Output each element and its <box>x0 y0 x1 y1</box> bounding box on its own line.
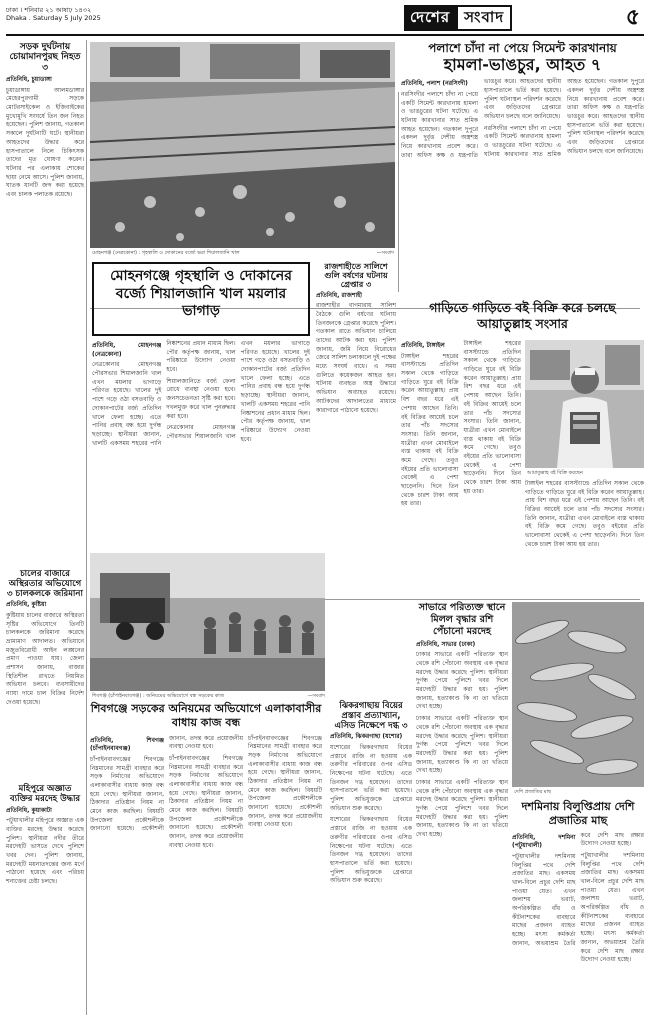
article-body <box>6 612 84 708</box>
canal-photo <box>90 42 395 248</box>
body-paragraph: টাঙ্গাইল শহরের বাসস্ট্যান্ডে প্রতিদিন সকাল থেকে গাড়িতে গাড়িতে ঘুরে বই বিক্রি করেন আয়াতুল্লাহ। প্রায় বিশ বছর ধরে এই পেশায় আছেন তিনি। বই বিক্রির আয়েই চলে তার পাঁচ সদস্যের সংসার। তিনি জানান, যাত্রীরা এখন মোবাইলে ব্যস্ত থাকায় বই বিক্রি কমে গেছে। তবুও বইয়ের প্রতি ভালোবাসা থেকেই এ পেশা ছাড়েননি। দিনে তিন থেকে চারশ টাকা আয় হয় তার। <box>401 352 459 508</box>
article-palash <box>401 42 644 294</box>
body-paragraph: নেত্রকোনার মোহনগঞ্জ পৌরসভার শিয়ালজানি খাল এখন ময়লার ভাগাড়ে পরিণত হয়েছে। খালের দুই পাশে গড়ে ওঠা বসতবাড়ি ও দোকানপাটের বর্জ্য প্রতিদিন খালে ফেলা হচ্ছে। এতে পানির প্রবাহ বন্ধ হয়ে দুর্গন্ধ ছড়াচ্ছে। স্থানীয়রা জানান, খালটি একসময় শহরের পানি নিষ্কাশনের প্রধান মাধ্যম ছিল। পৌর কর্তৃপক্ষ জানায়, খাল পরিষ্কারে উদ্যোগ নেওয়া হবে। <box>166 340 310 443</box>
headline: দশমিনায় বিলুপ্তিপ্রায় দেশি প্রজাতির মাছ <box>521 800 635 828</box>
article-books <box>401 340 521 598</box>
byline: প্রতিনিধি, ঝিকরগাছা (যশোর) <box>330 733 403 741</box>
byline: প্রতিনিধি, কুষ্টিয়া <box>6 601 47 609</box>
article-body <box>512 832 644 1002</box>
body-paragraph: ঢাকার সাভারে একটি পরিত্যক্ত স্থান থেকে রশি পেঁচানো অবস্থায় এক বৃদ্ধার মরদেহ উদ্ধার করেছে পুলিশ। স্থানীয়রা দুর্গন্ধ পেয়ে পুলিশে খবর দিলে মরদেহটি উদ্ধার করা হয়। পুলিশ জানায়, হত্যাকাণ্ড কি না তা খতিয়ে দেখা হচ্ছে। <box>416 651 508 711</box>
byline: প্রতিনিধি, রাজশাহী <box>316 291 363 299</box>
headline-line-2: হামলা-ভাঙচুর, আহত ৭ <box>443 54 602 74</box>
headline: মহিপুরে অজ্ঞাত ব্যক্তির মরদেহ উদ্ধার <box>9 784 81 804</box>
article-body <box>90 735 322 1003</box>
body-paragraph: পটুয়াখালীর দশমিনায় বিলুপ্তির পথে দেশি প্রজাতির মাছ। একসময় খাল-বিলে প্রচুর দেশি মাছ পাওয়া যেত। এখন জলাশয় ভরাট, অপরিকল্পিত বাঁধ ও কীটনাশকের ব্যবহারে মাছের প্রজনন ব্যাহত হচ্ছে। মৎস্য কর্মকর্তা জানান, অভয়াশ্রম তৈরি করে দেশি মাছ রক্ষার উদ্যোগ নেওয়া হচ্ছে। <box>580 851 644 964</box>
article-body <box>6 87 84 200</box>
body-paragraph: নেত্রকোনার মোহনগঞ্জ পৌরসভার শিয়ালজানি খাল এখন ময়লার ভাগাড়ে পরিণত হয়েছে। খালের দুই পাশে গড়ে ওঠা বসতবাড়ি ও দোকানপাটের বর্জ্য প্রতিদিন খালে ফেলা হচ্ছে। এতে পানির প্রবাহ বন্ধ হয়ে দুর্গন্ধ ছড়াচ্ছে। স্থানীয়রা জানান, খালটি একসময় শহরের পানি নিষ্কাশনের প্রধান মাধ্যম ছিল। পৌর কর্তৃপক্ষ জানায়, খাল পরিষ্কারে উদ্যোগ নেওয়া হবে। <box>92 340 236 447</box>
body-paragraph: টাঙ্গাইল শহরের বাসস্ট্যান্ডে প্রতিদিন সকাল থেকে গাড়িতে গাড়িতে ঘুরে বই বিক্রি করেন আয়াতুল্লাহ। প্রায় বিশ বছর ধরে এই পেশায় আছেন তিনি। বই বিক্রির আয়েই চলে তার পাঁচ সদস্যের সংসার। তিনি জানান, যাত্রীরা এখন মোবাইলে ব্যস্ত থাকায় বই বিক্রি কমে গেছে। তবুও বইয়ের প্রতি ভালোবাসা থেকেই এ পেশা ছাড়েননি। দিনে তিন থেকে চারশ টাকা আয় হয় তার। <box>525 480 644 548</box>
body-paragraph: পটুয়াখালীর মহিপুরে অজ্ঞাত এক ব্যক্তির মরদেহ উদ্ধার করেছে পুলিশ। স্থানীয়রা নদীর তীরে মরদেহটি ভাসতে দেখে পুলিশে খবর দেন। পুলিশ জানায়, মরদেহটি ময়নাতদন্তের জন্য মর্গে পাঠানো হয়েছে এবং পরিচয় শনাক্তের চেষ্টা চলছে। <box>6 817 84 886</box>
article-fish <box>512 800 644 1013</box>
article-rajshahi <box>316 262 396 547</box>
headline-line-1: পলাশে চাঁদা না পেয়ে সিমেন্ট কারখানায় <box>428 41 617 55</box>
article-savar <box>416 602 508 1013</box>
canal-photo-credit: —সংবাদ <box>376 250 394 256</box>
body-paragraph: যশোরের ঝিকরগাছায় বিয়ের প্রস্তাবে রাজি না হওয়ায় এক তরুণীর পরিবারের ওপর এসিড নিক্ষেপের ঘটনা ঘটেছে। এতে তিনজন দগ্ধ হয়েছেন। তাদের হাসপাতালে ভর্তি করা হয়েছে। পুলিশ অভিযুক্তকে গ্রেপ্তারে অভিযান শুরু করেছে। <box>330 743 412 812</box>
article-body <box>525 480 644 550</box>
road-photo-credit: —সংবাদ <box>307 693 325 699</box>
road-photo-caption: শিবগঞ্জ (চাঁপাইনবাবগঞ্জ) : অনিয়মের অভিযোগে বন্ধ সড়কের কাজ <box>92 693 225 699</box>
byline: প্রতিনিধি, কুয়াকাটা <box>6 806 52 814</box>
column-rule <box>86 40 87 1015</box>
date-bangla: ঢাকা । শনিবার ২১ আষাঢ় ১৪৩২ <box>6 6 92 14</box>
article-rice-market <box>6 569 84 706</box>
body-paragraph: ঢাকার সাভারে একটি পরিত্যক্ত স্থান থেকে রশি পেঁচানো অবস্থায় এক বৃদ্ধার মরদেহ উদ্ধার করেছে পুলিশ। স্থানীয়রা দুর্গন্ধ পেয়ে পুলিশে খবর দিলে মরদেহটি উদ্ধার করা হয়। পুলিশ জানায়, হত্যাকাণ্ড কি না তা খতিয়ে দেখা হচ্ছে। <box>416 715 508 775</box>
article-unidentified-body <box>6 785 84 1013</box>
body-paragraph: চাঁপাইনবাবগঞ্জের শিবগঞ্জে নিম্নমানের সামগ্রী ব্যবহার করে সড়ক নির্মাণের অভিযোগে এলাকাবাসীর বাধায় কাজ বন্ধ হয়ে গেছে। স্থানীয়রা জানান, ঠিকাদার প্রতিষ্ঠান নিয়ম না মেনে কাজ করছিল। বিষয়টি উপজেলা প্রকৌশলীকে জানানো হয়েছে। প্রকৌশলী জানান, তদন্ত করে প্রয়োজনীয় ব্যবস্থা নেওয়া হবে। <box>90 734 243 833</box>
section-logo <box>404 4 584 32</box>
fish-photo <box>512 602 644 787</box>
article-shibganj <box>90 702 322 1013</box>
byline: প্রতিনিধি, টাঙ্গাইল <box>401 342 445 349</box>
canal-photo-caption: মোহনগঞ্জ (নেত্রকোনা) : গৃহস্থালি ও দোকানের বর্জ্যে ভরা শিয়ালজানি খাল <box>92 250 240 256</box>
article-body <box>416 651 508 839</box>
article-body <box>401 340 521 598</box>
body-paragraph: চাঁপাইনবাবগঞ্জের শিবগঞ্জে নিম্নমানের সামগ্রী ব্যবহার করে সড়ক নির্মাণের অভিযোগে এলাকাবাসীর বাধায় কাজ বন্ধ হয়ে গেছে। স্থানীয়রা জানান, ঠিকাদার প্রতিষ্ঠান নিয়ম না মেনে কাজ করছিল। বিষয়টি উপজেলা প্রকৌশলীকে জানানো হয়েছে। প্রকৌশলী জানান, তদন্ত করে প্রয়োজনীয় ব্যবস্থা নেওয়া হবে। <box>169 754 243 849</box>
headline: শিবগঞ্জে সড়কের অনিয়মের অভিযোগে এলাকাবাসীর বাধায় কাজ বন্ধ <box>90 702 322 730</box>
body-paragraph: চাঁপাইনবাবগঞ্জের শিবগঞ্জে নিম্নমানের সামগ্রী ব্যবহার করে সড়ক নির্মাণের অভিযোগে এলাকাবাসীর বাধায় কাজ বন্ধ হয়ে গেছে। স্থানীয়রা জানান, ঠিকাদার প্রতিষ্ঠান নিয়ম না মেনে কাজ করছিল। বিষয়টি উপজেলা প্রকৌশলীকে জানানো হয়েছে। প্রকৌশলী জানান, তদন্ত করে প্রয়োজনীয় ব্যবস্থা নেওয়া হবে। <box>248 734 322 829</box>
page-number: ৫ <box>625 4 640 30</box>
body-paragraph: পটুয়াখালীর দশমিনায় বিলুপ্তির পথে দেশি প্রজাতির মাছ। একসময় খাল-বিলে প্রচুর দেশি মাছ পাওয়া যেত। এখন জলাশয় ভরাট, অপরিকল্পিত বাঁধ ও কীটনাশকের ব্যবহারে মাছের প্রজনন ব্যাহত হচ্ছে। মৎস্য কর্মকর্তা জানান, অভয়াশ্রম তৈরি করে দেশি মাছ রক্ষার উদ্যোগ নেওয়া হচ্ছে। <box>512 831 644 947</box>
article-books-continued <box>525 480 644 598</box>
byline: প্রতিনিধি, পলাশ (নরসিংদী) <box>401 80 468 88</box>
byline: প্রতিনিধি, দশমিনা (পটুয়াখালী) <box>512 833 576 850</box>
headline: চালের বাজারে অস্থিরতার অভিযোগে ৩ চালকলকে জরিমানা <box>7 569 83 599</box>
mohanganj-headline-box <box>92 262 310 336</box>
body-paragraph: টাঙ্গাইল শহরের বাসস্ট্যান্ডে প্রতিদিন সকাল থেকে গাড়িতে গাড়িতে ঘুরে বই বিক্রি করেন আয়াতুল্লাহ। প্রায় বিশ বছর ধরে এই পেশায় আছেন তিনি। বই বিক্রির আয়েই চলে তার পাঁচ সদস্যের সংসার। তিনি জানান, যাত্রীরা এখন মোবাইলে ব্যস্ত থাকায় বই বিক্রি কমে গেছে। তবুও বইয়ের প্রতি ভালোবাসা থেকেই এ পেশা ছাড়েননি। দিনে তিন থেকে চারশ টাকা আয় হয় তার। <box>463 340 521 495</box>
masthead <box>6 4 644 36</box>
date-english: Dhaka . Saturday 5 July 2025 <box>6 14 101 23</box>
headline: সড়ক দুর্ঘটনায় চোয়ামানপুরছ নিহত ৩ <box>9 42 81 73</box>
headline: মোহনগঞ্জে গৃহস্থালি ও দোকানের বর্জ্যে শিয়ালজানি খাল ময়লার ভাগাড় <box>110 268 292 319</box>
headline: রাজশাহীতে সালিশে গুলি বর্ষণের ঘটনায় গ্রেপ্তার ৩ <box>324 262 388 290</box>
section-logo-part-a: দেশের <box>404 5 456 31</box>
body-paragraph: রাজশাহীর বাগমারায় সালিশ বৈঠকে গুলি বর্ষণের ঘটনায় তিনজনকে গ্রেপ্তার করেছে পুলিশ। গতকাল রাতে অভিযান চালিয়ে তাদের আটক করা হয়। পুলিশ জানায়, জমি নিয়ে বিরোধের জেরে সালিশ চলাকালে দুই পক্ষের মধ্যে সংঘর্ষ বাধে। এ সময় গুলিতে কয়েকজন আহত হন। ঘটনায় ব্যবহৃত অস্ত্র উদ্ধারে অভিযান অব্যাহত রয়েছে। আটকদের আদালতের মাধ্যমে কারাগারে পাঠানো হয়েছে। <box>316 302 396 414</box>
byline: প্রতিনিধি, সাভার (ঢাকা) <box>416 640 476 648</box>
article-body <box>316 302 396 415</box>
dateline <box>6 6 101 23</box>
road-construction-photo <box>90 553 325 691</box>
section-logo-part-b: সংবাদ <box>456 5 512 31</box>
article-body <box>6 817 84 887</box>
article-body <box>92 340 310 548</box>
column-rule <box>398 92 399 292</box>
headline: গাড়িতে গাড়িতে বই বিক্রি করে চলছে আয়াতুল্লাহ সংসার <box>429 300 616 332</box>
body-paragraph: চুয়াডাঙ্গায় আলমডাঙ্গার মেহেরপুরগামী সড়কে মোটরসাইকেল ও ইজিবাইকের মুখোমুখি সংঘর্ষে তিন জন নিহত হয়েছেন। পুলিশ জানায়, গতকাল সকালে দুর্ঘটনাটি ঘটে। স্থানীয়রা আহতদের উদ্ধার করে হাসপাতালে নিলে চিকিৎসক তাদের মৃত ঘোষণা করেন। ঘটনার পর এলাকায় শোকের ছায়া নেমে আসে। পুলিশ জানায়, ঘাতক যানটি জব্দ করা হয়েছে এবং চালক পলাতক রয়েছে। <box>6 86 84 198</box>
books-headline-block <box>401 300 644 336</box>
article-mohanganj <box>92 340 310 548</box>
headline: ঝিকরগাছায় বিয়ের প্রস্তাব প্রত্যাখ্যান, এসিড নিক্ষেপে দগ্ধ ৩ <box>334 701 408 731</box>
body-paragraph: যশোরের ঝিকরগাছায় বিয়ের প্রস্তাবে রাজি না হওয়ায় এক তরুণীর পরিবারের ওপর এসিড নিক্ষেপের ঘটনা ঘটেছে। এতে তিনজন দগ্ধ হয়েছেন। তাদের হাসপাতালে ভর্তি করা হয়েছে। পুলিশ অভিযুক্তকে গ্রেপ্তারে অভিযান শুরু করেছে। <box>330 816 412 885</box>
byline: প্রতিনিধি, মোহনগঞ্জ (নেত্রকোনা) <box>92 342 162 358</box>
body-paragraph: কুষ্টিয়ায় চালের বাজারে অস্থিরতা সৃষ্টির অভিযোগে তিনটি চালকলকে জরিমানা করেছে ভ্রাম্যমাণ আদালত। অভিযানে মজুতবিরোধী আইন লঙ্ঘনের প্রমাণ পাওয়া যায়। জেলা প্রশাসন জানায়, বাজার স্থিতিশীল রাখতে নিয়মিত অভিযান চলবে। ব্যবসায়ীদের ন্যায্য দামে চাল বিক্রির নির্দেশ দেওয়া হয়েছে। <box>6 611 84 706</box>
article-body <box>401 78 644 278</box>
article-jhikargachha <box>330 702 412 1013</box>
bookseller-photo <box>525 340 644 468</box>
headline: সাভারে পরিত্যক্ত স্থানে মিলল বৃদ্ধার রশি পেঁচানো মরদেহ <box>418 602 506 637</box>
byline: প্রতিনিধি, চুয়াডাঙ্গা <box>6 76 52 84</box>
body-paragraph: নরসিংদীর পলাশে চাঁদা না পেয়ে একটি সিমেন্ট কারখানায় হামলা ও ভাঙচুরের ঘটনা ঘটেছে। এ ঘটনায় কারখানার সাত শ্রমিক আহত হয়েছেন। গতকাল দুপুরে একদল দুর্বৃত্ত দেশীয় অস্ত্রশস্ত্র নিয়ে কারখানায় প্রবেশ করে। তারা অফিস কক্ষ ও যন্ত্রপাতি ভাঙচুর করে। আহতদের স্থানীয় হাসপাতালে ভর্তি করা হয়েছে। পুলিশ ঘটনাস্থল পরিদর্শন করেছে এবং জড়িতদের গ্রেপ্তারে অভিযান চলছে বলে জানিয়েছে। <box>401 78 561 159</box>
fish-photo-caption: দেশি প্রজাতির মাছ <box>514 789 552 795</box>
article-body <box>330 744 412 886</box>
body-paragraph: শিয়ালজানিতে বর্জ্য ফেলা রোধে ব্যবস্থা নেওয়া হবে। জনসচেতনতা সৃষ্টি করা হবে। দখলমুক্ত করে খাল পুনরুদ্ধার করা হবে। <box>166 377 236 420</box>
body-paragraph: ঢাকার সাভারে একটি পরিত্যক্ত স্থান থেকে রশি পেঁচানো অবস্থায় এক বৃদ্ধার মরদেহ উদ্ধার করেছে পুলিশ। স্থানীয়রা দুর্গন্ধ পেয়ে পুলিশে খবর দিলে মরদেহটি উদ্ধার করা হয়। পুলিশ জানায়, হত্যাকাণ্ড কি না তা খতিয়ে দেখা হচ্ছে। <box>416 778 508 839</box>
byline: প্রতিনিধি, শিবগঞ্জ (চাঁপাইনবাবগঞ্জ) <box>90 736 164 753</box>
bookseller-photo-caption: আয়াতুল্লাহ বই বিক্রি করছেন <box>527 470 583 476</box>
body-paragraph: নরসিংদীর পলাশে চাঁদা না পেয়ে একটি সিমেন্ট কারখানায় হামলা ও ভাঙচুরের ঘটনা ঘটেছে। এ ঘটনায় কারখানার সাত শ্রমিক আহত হয়েছেন। গতকাল দুপুরে একদল দুর্বৃত্ত দেশীয় অস্ত্রশস্ত্র নিয়ে কারখানায় প্রবেশ করে। তারা অফিস কক্ষ ও যন্ত্রপাতি ভাঙচুর করে। আহতদের স্থানীয় হাসপাতালে ভর্তি করা হয়েছে। পুলিশ ঘটনাস্থল পরিদর্শন করেছে এবং জড়িতদের গ্রেপ্তারে অভিযান চলছে বলে জানিয়েছে। <box>484 78 644 158</box>
article-road-accident <box>6 42 84 567</box>
